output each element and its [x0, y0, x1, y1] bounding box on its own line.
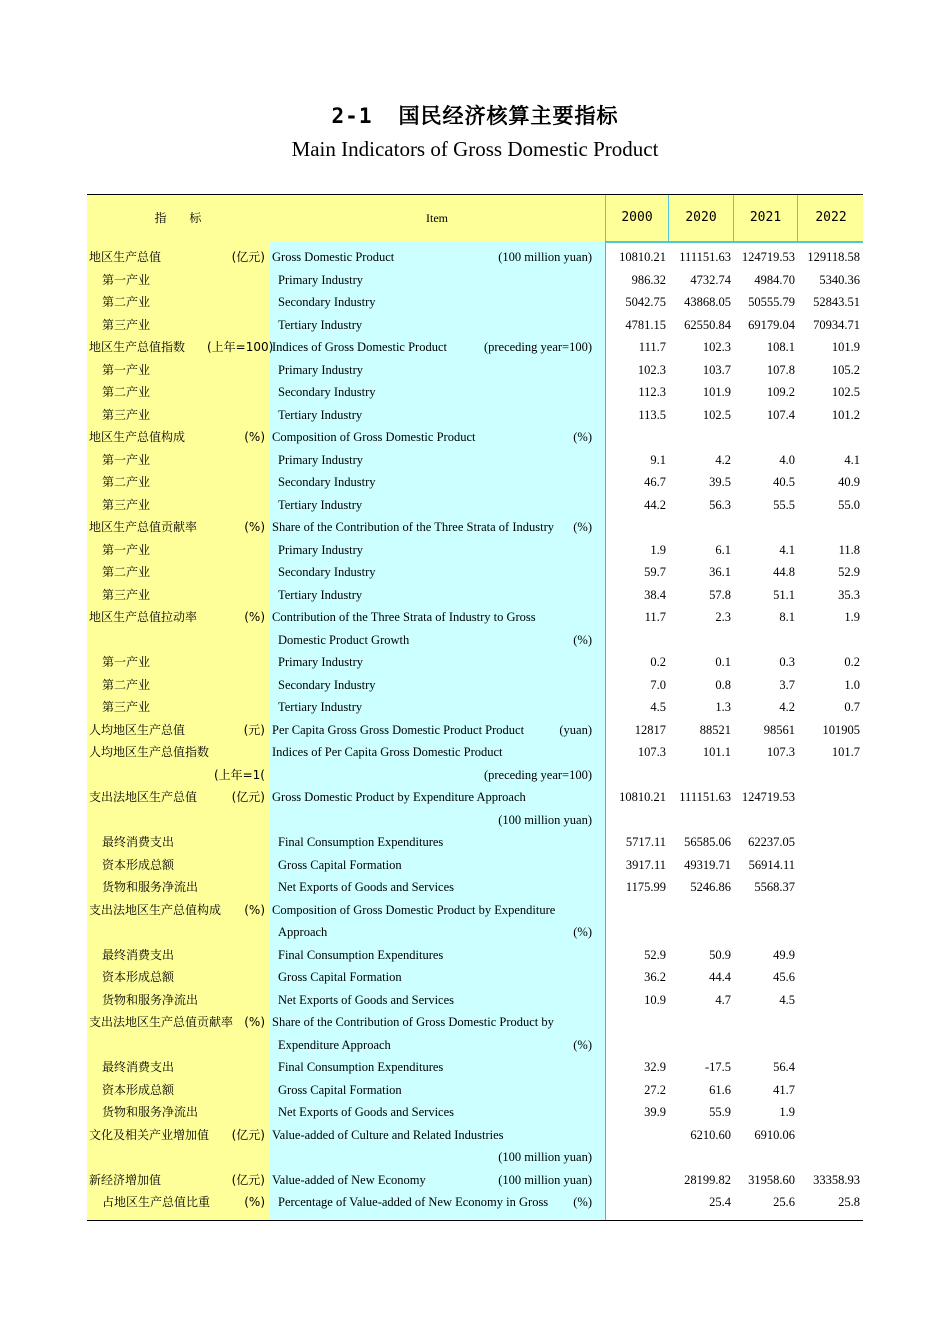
value-cell: 4732.74 [690, 272, 731, 287]
value-cell: 101.7 [831, 745, 860, 759]
item-name-cn: 货物和服务净流出 [102, 992, 199, 1007]
value-cell: 10.9 [644, 992, 666, 1007]
value-cell: 52.9 [838, 565, 860, 579]
item-name-en: Primary Industry [278, 362, 364, 377]
table-row [87, 471, 863, 494]
value-cell: 101905 [822, 722, 860, 737]
item-unit-en: (100 million yuan) [498, 250, 592, 264]
item-unit-cn: (元) [243, 722, 265, 737]
item-unit-en: (%) [573, 1195, 592, 1209]
item-unit-en: (%) [573, 430, 592, 444]
value-cell: 8.1 [779, 610, 795, 624]
value-cell: 107.4 [766, 407, 795, 422]
item-name-cn: 人均地区生产总值 [89, 722, 186, 737]
table-bottom-rule [87, 1220, 863, 1221]
value-cell: 4984.70 [754, 272, 795, 287]
item-unit-en: (%) [573, 925, 592, 939]
value-cell: 5568.37 [754, 880, 795, 894]
item-name-cn: 第二产业 [102, 385, 151, 399]
table-row [87, 831, 863, 854]
item-unit-cn: (上年=100) [207, 340, 274, 354]
value-cell: 6910.06 [754, 1127, 795, 1142]
table-row [87, 539, 863, 562]
value-cell: 25.8 [838, 1195, 860, 1209]
item-name-cn: 资本形成总额 [102, 970, 175, 984]
item-name-cn: 第三产业 [102, 407, 151, 422]
item-name-cn: 第一产业 [102, 452, 151, 467]
item-name-cn: 支出法地区生产总值贡献率 [89, 1015, 234, 1029]
item-name-en: Secondary Industry [278, 295, 376, 309]
item-name-cn: 第三产业 [102, 587, 151, 602]
item-name-en: Primary Industry [278, 542, 364, 557]
page-title-cn [0, 100, 950, 130]
table-row [87, 336, 863, 359]
value-cell: 5042.75 [625, 295, 666, 309]
table-row [87, 1034, 863, 1057]
item-name-en: Tertiary Industry [278, 407, 363, 422]
value-cell: 102.3 [637, 362, 666, 377]
item-name-en: Secondary Industry [278, 475, 376, 489]
item-name-cn: 第三产业 [102, 497, 151, 512]
item-name-cn: 第一产业 [102, 362, 151, 377]
value-cell: 101.9 [702, 385, 731, 399]
value-cell: 45.6 [773, 970, 795, 984]
item-name-en: Composition of Gross Domestic Product by Expenditure [272, 902, 556, 917]
value-cell: 102.3 [702, 340, 731, 354]
table-row [87, 1146, 863, 1169]
item-name-cn: 新经济增加值 [89, 1172, 162, 1187]
value-cell: 111151.63 [679, 250, 731, 264]
item-unit-en: (%) [573, 1037, 592, 1052]
table-row [87, 314, 863, 337]
value-cell: 28199.82 [684, 1172, 731, 1187]
value-cell: 9.1 [650, 452, 666, 467]
header-year: 2020 [668, 195, 733, 241]
value-cell: 124719.53 [741, 790, 795, 804]
value-cell: 4.5 [779, 992, 795, 1007]
item-name-en: Indices of Gross Domestic Product [272, 340, 447, 354]
value-cell: 55.0 [838, 497, 860, 512]
value-cell: 11.8 [838, 542, 860, 557]
value-cell: 39.9 [644, 1105, 666, 1119]
value-cell: 103.7 [702, 362, 731, 377]
item-name-en: Primary Industry [278, 655, 364, 669]
value-cell: 111.7 [638, 340, 666, 354]
value-cell: 5246.86 [690, 880, 731, 894]
value-cell: 0.3 [779, 655, 795, 669]
table-row [87, 809, 863, 832]
item-name-cn: 地区生产总值拉动率 [89, 610, 198, 624]
table-row [87, 1011, 863, 1034]
item-unit-cn: (%) [244, 610, 265, 624]
value-cell: 43868.05 [684, 295, 731, 309]
table-row [87, 269, 863, 292]
table-row [87, 629, 863, 652]
table-row [87, 921, 863, 944]
value-cell: 129118.58 [807, 250, 860, 264]
value-cell: 101.2 [831, 407, 860, 422]
value-cell: 36.2 [644, 970, 666, 984]
value-cell: 39.5 [709, 475, 731, 489]
value-cell: 986.32 [631, 272, 666, 287]
item-name-en: Secondary Industry [278, 565, 376, 579]
item-name-en: Final Consumption Expenditures [278, 947, 444, 962]
value-cell: 1.9 [844, 610, 860, 624]
value-cell: 10810.21 [619, 250, 666, 264]
value-cell: 2.3 [715, 610, 731, 624]
value-cell: 56.4 [773, 1060, 795, 1074]
item-name-cn: 第二产业 [102, 475, 151, 489]
table-row [87, 359, 863, 382]
header-year: 2022 [797, 195, 864, 241]
item-name-en: Value-added of Culture and Related Industries [272, 1127, 504, 1142]
item-name-en: Per Capita Gross Gross Domestic Product Product [272, 722, 525, 737]
table-row [87, 1056, 863, 1079]
table-row [87, 741, 863, 764]
item-unit-en: (100 million yuan) [498, 1150, 592, 1164]
value-cell: 52843.51 [813, 295, 860, 309]
item-name-cn: 地区生产总值贡献率 [89, 520, 198, 534]
value-cell: 56585.06 [684, 835, 731, 849]
value-cell: 4.5 [650, 700, 666, 714]
value-cell: 10810.21 [619, 790, 666, 804]
value-cell: 31958.60 [748, 1172, 795, 1187]
item-name-cn: 货物和服务净流出 [102, 1105, 199, 1119]
table-row [87, 291, 863, 314]
value-cell: 49319.71 [684, 857, 731, 872]
value-cell: 1.9 [650, 542, 666, 557]
item-unit-cn: (%) [244, 1195, 265, 1209]
value-cell: 32.9 [644, 1060, 666, 1074]
table-row [87, 786, 863, 809]
item-name-en: Net Exports of Goods and Services [278, 1105, 455, 1119]
header-year: 2021 [733, 195, 797, 241]
item-name-cn: 货物和服务净流出 [102, 880, 199, 894]
value-cell: 98561 [763, 722, 795, 737]
table-row [87, 899, 863, 922]
value-cell: 4.2 [715, 452, 731, 467]
item-name-en: Percentage of Value-added of New Economy in Gross [278, 1195, 549, 1209]
item-name-en: Tertiary Industry [278, 587, 363, 602]
value-cell: 3917.11 [625, 857, 666, 872]
item-unit-cn: (亿元) [231, 790, 265, 804]
item-name-en: Final Consumption Expenditures [278, 835, 444, 849]
table-header [87, 194, 863, 243]
table-row [87, 494, 863, 517]
page-title-en: Main Indicators of Gross Domestic Product [291, 137, 659, 161]
value-cell: 36.1 [709, 565, 731, 579]
value-cell: 1.3 [715, 700, 731, 714]
item-unit-cn: (上年=1( [213, 767, 265, 782]
table-row [87, 696, 863, 719]
item-name-en: Net Exports of Goods and Services [278, 880, 455, 894]
value-cell: 46.7 [644, 475, 666, 489]
item-name-cn: 支出法地区生产总值构成 [89, 902, 222, 917]
item-unit-cn: (亿元) [231, 250, 265, 264]
table-row [87, 1124, 863, 1147]
item-name-en: Share of the Contribution of Gross Domestic Product by [272, 1015, 554, 1029]
item-name-en: Domestic Product Growth [278, 632, 410, 647]
value-cell: 56914.11 [748, 857, 795, 872]
item-name-en: Secondary Industry [278, 385, 376, 399]
header-item-en: Item [426, 211, 448, 225]
item-name-en: Gross Capital Formation [278, 1082, 402, 1097]
value-cell: 6.1 [715, 542, 731, 557]
value-cell: 44.2 [644, 497, 666, 512]
item-name-cn: 文化及相关产业增加值 [89, 1127, 210, 1142]
item-unit-en: (%) [573, 520, 592, 534]
item-name-en: Secondary Industry [278, 677, 376, 692]
item-name-en: Approach [278, 925, 328, 939]
item-name-cn: 第一产业 [102, 542, 151, 557]
table-row [87, 966, 863, 989]
value-cell: 4.1 [779, 542, 795, 557]
title-cn-text: 国民经济核算主要指标 [398, 104, 619, 128]
value-cell: 6210.60 [690, 1127, 731, 1142]
value-cell: 4.0 [779, 452, 795, 467]
value-cell: 108.1 [766, 340, 795, 354]
item-unit-en: (100 million yuan) [498, 1172, 592, 1187]
value-cell: 7.0 [650, 677, 666, 692]
table-row [87, 764, 863, 787]
item-name-cn: 占地区生产总值比重 [102, 1195, 211, 1209]
item-name-en: Gross Domestic Product [272, 250, 395, 264]
table-row [87, 1079, 863, 1102]
table-row [87, 1169, 863, 1192]
item-name-cn: 人均地区生产总值指数 [89, 745, 210, 759]
table-row [87, 449, 863, 472]
table-row [87, 719, 863, 742]
value-cell: 62237.05 [748, 835, 795, 849]
value-cell: 59.7 [644, 565, 666, 579]
value-cell: 105.2 [831, 362, 860, 377]
value-cell: 41.7 [773, 1082, 795, 1097]
value-cell: 0.2 [650, 655, 666, 669]
item-name-cn: 地区生产总值 [89, 250, 162, 264]
header-item-cn: 指 标 [154, 211, 202, 225]
table-row [87, 674, 863, 697]
value-cell: 4.7 [715, 992, 731, 1007]
item-name-en: Indices of Per Capita Gross Domestic Product [272, 745, 503, 759]
item-unit-en: (yuan) [559, 722, 592, 737]
table-row [87, 989, 863, 1012]
table-row [87, 606, 863, 629]
item-name-en: Share of the Contribution of the Three Strata of Industry [272, 520, 554, 534]
item-name-en: Primary Industry [278, 452, 364, 467]
item-unit-en: (preceding year=100) [483, 340, 592, 354]
item-name-cn: 资本形成总额 [102, 857, 175, 872]
item-name-en: Gross Capital Formation [278, 857, 402, 872]
value-cell: 40.5 [773, 475, 795, 489]
value-cell: 101.1 [702, 745, 731, 759]
value-cell: 111151.63 [679, 790, 731, 804]
value-cell: 88521 [699, 722, 731, 737]
value-cell: 4.2 [779, 700, 795, 714]
value-cell: 25.6 [773, 1195, 795, 1209]
value-cell: 1175.99 [625, 880, 666, 894]
value-cell: 107.8 [766, 362, 795, 377]
value-cell: 3.7 [779, 677, 795, 692]
value-cell: 33358.93 [813, 1172, 860, 1187]
value-cell: 4.1 [844, 452, 860, 467]
value-cell: 44.4 [709, 970, 731, 984]
item-name-cn: 第二产业 [102, 565, 151, 579]
table-number: 2-1 [331, 104, 373, 128]
value-cell: 62550.84 [684, 317, 731, 332]
value-cell: 5717.11 [625, 835, 666, 849]
item-name-cn: 第二产业 [102, 295, 151, 309]
value-cell: 55.9 [709, 1105, 731, 1119]
item-name-cn: 支出法地区生产总值 [89, 790, 198, 804]
item-name-cn: 第三产业 [102, 317, 151, 332]
item-name-cn: 第一产业 [102, 655, 151, 669]
item-name-cn: 最终消费支出 [102, 947, 175, 962]
item-name-en: Net Exports of Goods and Services [278, 992, 455, 1007]
item-name-cn: 地区生产总值构成 [89, 430, 186, 444]
table-row [87, 426, 863, 449]
value-cell: 4781.15 [625, 317, 666, 332]
header-year: 2000 [605, 195, 668, 241]
table-row [87, 404, 863, 427]
value-cell: 70934.71 [813, 317, 860, 332]
value-cell: 0.1 [715, 655, 731, 669]
value-cell: 55.5 [773, 497, 795, 512]
value-cell: 69179.04 [748, 317, 795, 332]
item-name-cn: 第一产业 [102, 272, 151, 287]
value-cell: 35.3 [838, 587, 860, 602]
value-cell: 0.7 [844, 700, 860, 714]
table-row [87, 246, 863, 269]
table-row [87, 876, 863, 899]
item-name-en: Gross Domestic Product by Expenditure Approach [272, 790, 526, 804]
value-cell: 113.5 [638, 407, 666, 422]
value-cell: 50.9 [709, 947, 731, 962]
value-cell: 51.1 [773, 587, 795, 602]
item-name-en: Primary Industry [278, 272, 364, 287]
value-cell: 49.9 [773, 947, 795, 962]
value-cell: 124719.53 [741, 250, 795, 264]
item-name-en: Gross Capital Formation [278, 970, 402, 984]
value-cell: 40.9 [838, 475, 860, 489]
item-name-cn: 最终消费支出 [102, 1060, 175, 1074]
table-row [87, 381, 863, 404]
value-cell: 1.0 [844, 677, 860, 692]
value-cell: 57.8 [709, 587, 731, 602]
table-row [87, 561, 863, 584]
table-row [87, 854, 863, 877]
value-cell: -17.5 [704, 1060, 731, 1074]
table-row [87, 1191, 863, 1214]
item-name-en: Tertiary Industry [278, 700, 363, 714]
item-name-cn: 第三产业 [102, 700, 151, 714]
value-cell: 12817 [634, 722, 666, 737]
item-unit-cn: (%) [244, 430, 265, 444]
item-unit-cn: (亿元) [231, 1172, 265, 1187]
value-cell: 109.2 [766, 385, 795, 399]
value-cell: 5340.36 [819, 272, 860, 287]
item-name-cn: 第二产业 [102, 677, 151, 692]
item-name-en: Composition of Gross Domestic Product [272, 430, 476, 444]
item-unit-cn: (%) [244, 902, 265, 917]
item-name-cn: 资本形成总额 [102, 1082, 175, 1097]
value-cell: 50555.79 [748, 295, 795, 309]
table-row [87, 944, 863, 967]
item-unit-cn: (亿元) [231, 1127, 265, 1142]
value-cell: 44.8 [773, 565, 795, 579]
value-cell: 1.9 [779, 1105, 795, 1119]
item-name-en: Tertiary Industry [278, 317, 363, 332]
table-row [87, 1101, 863, 1124]
item-name-en: Value-added of New Economy [272, 1172, 426, 1187]
value-cell: 102.5 [702, 407, 731, 422]
item-name-en: Contribution of the Three Strata of Industry to Gross [272, 610, 536, 624]
item-unit-en: (preceding year=100) [483, 767, 592, 782]
item-unit-cn: (%) [244, 520, 265, 534]
item-name-en: Expenditure Approach [278, 1037, 391, 1052]
value-cell: 0.2 [844, 655, 860, 669]
value-cell: 52.9 [644, 947, 666, 962]
value-cell: 107.3 [766, 745, 795, 759]
value-cell: 101.9 [831, 340, 860, 354]
item-unit-cn: (%) [244, 1015, 265, 1029]
value-cell: 0.8 [715, 677, 731, 692]
value-cell: 38.4 [644, 587, 666, 602]
item-name-cn: 地区生产总值指数 [89, 340, 186, 354]
table-row [87, 516, 863, 539]
item-unit-en: (%) [573, 632, 592, 647]
value-cell: 56.3 [709, 497, 731, 512]
value-cell: 61.6 [709, 1082, 731, 1097]
value-cell: 102.5 [831, 385, 860, 399]
value-cell: 107.3 [637, 745, 666, 759]
value-cell: 27.2 [644, 1082, 666, 1097]
item-name-cn: 最终消费支出 [102, 835, 175, 849]
item-unit-en: (100 million yuan) [498, 812, 592, 827]
value-cell: 25.4 [709, 1195, 731, 1209]
table-row [87, 584, 863, 607]
item-name-en: Tertiary Industry [278, 497, 363, 512]
item-name-en: Final Consumption Expenditures [278, 1060, 444, 1074]
table-row [87, 651, 863, 674]
value-cell: 112.3 [638, 385, 666, 399]
value-cell: 11.7 [644, 610, 666, 624]
